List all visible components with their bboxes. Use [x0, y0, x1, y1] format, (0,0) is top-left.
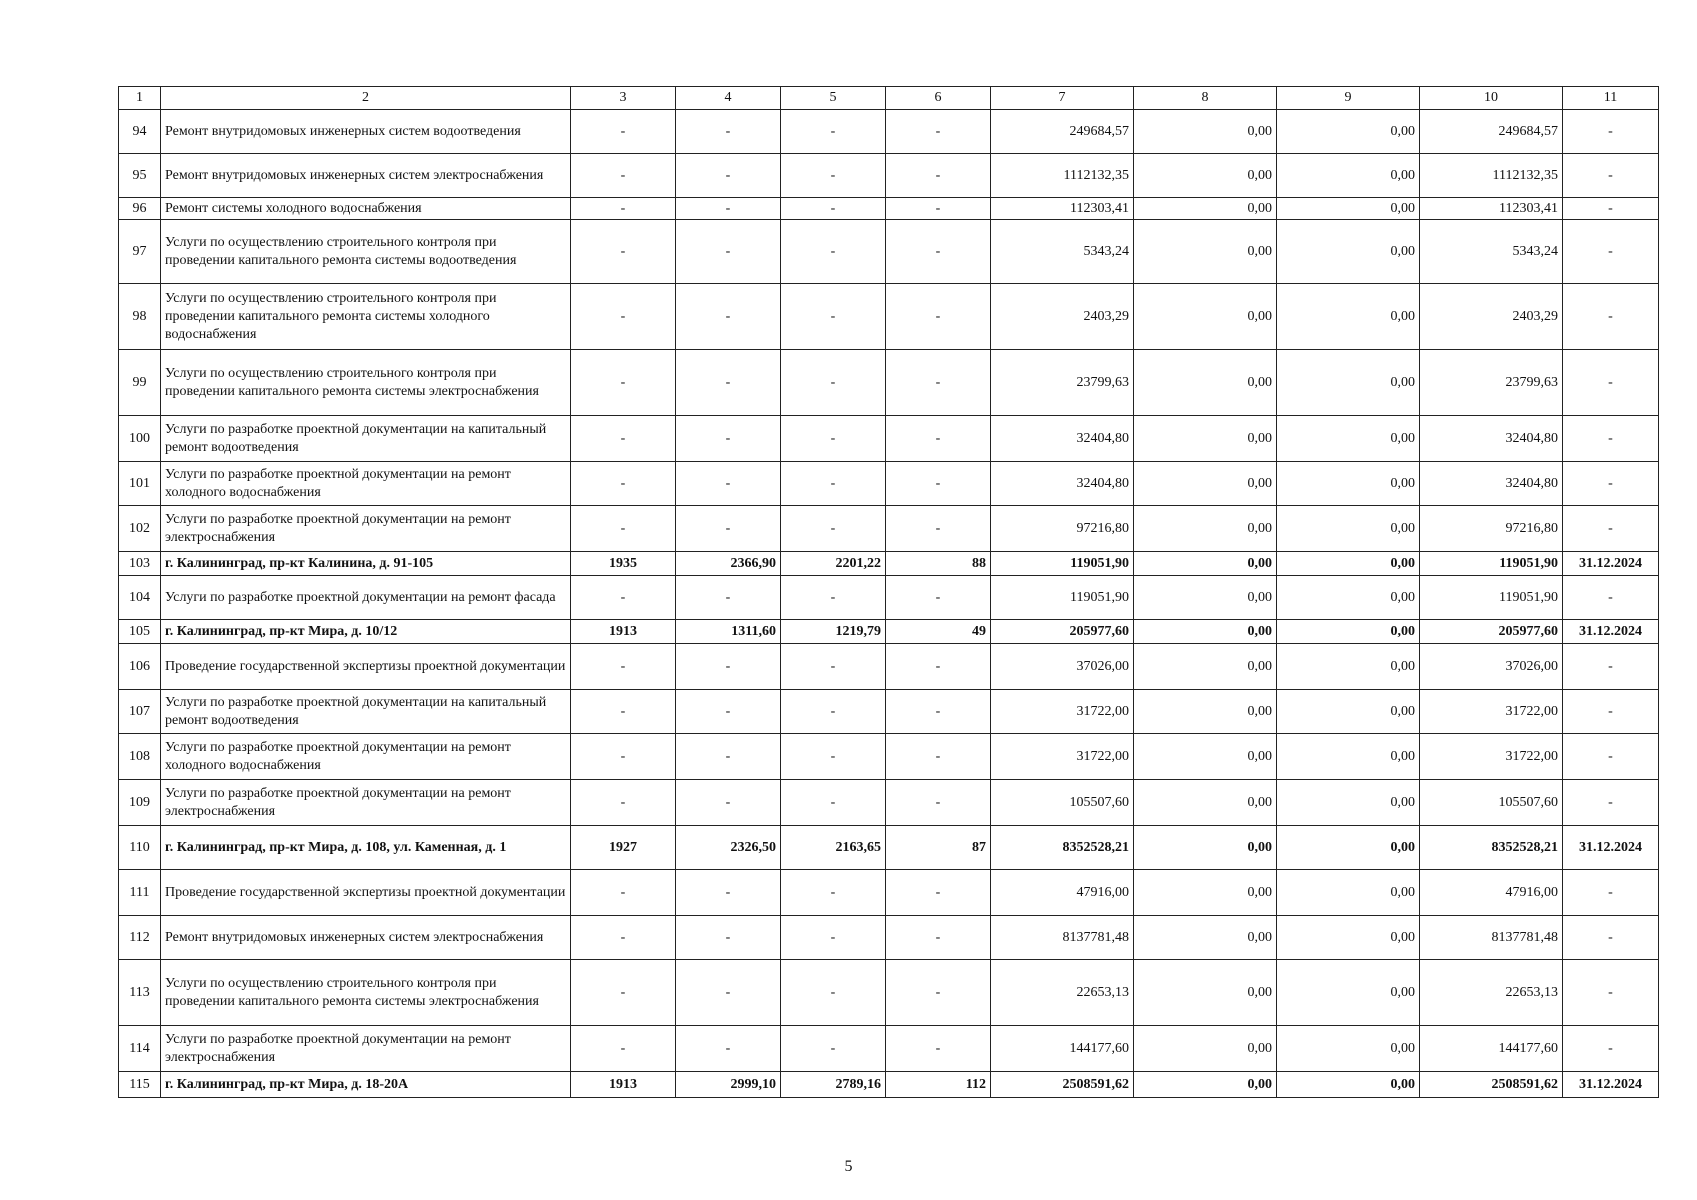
cost-col9-cell: 0,00 — [1277, 916, 1420, 960]
cost-col8-cell: 0,00 — [1134, 220, 1277, 284]
year-cell: - — [571, 284, 676, 350]
cost-col10-cell: 249684,57 — [1420, 110, 1563, 154]
table-row — [119, 350, 1659, 416]
year-cell: - — [571, 350, 676, 416]
work-name-cell: Ремонт внутридомовых инженерных систем водоотведения — [161, 110, 571, 154]
year-cell: - — [571, 220, 676, 284]
total-cost-cell: 31722,00 — [991, 690, 1134, 734]
residents-cell: - — [886, 576, 991, 620]
total-cost-cell: 97216,80 — [991, 506, 1134, 552]
residents-cell: - — [886, 416, 991, 462]
total-cost-cell: 37026,00 — [991, 644, 1134, 690]
work-name-cell: Услуги по осуществлению строительного контроля при проведении капитального ремонта системы водоотведения — [161, 220, 571, 284]
deadline-cell: 31.12.2024 — [1563, 826, 1659, 870]
total-cost-cell: 32404,80 — [991, 416, 1134, 462]
column-header: 3 — [571, 87, 676, 110]
row-number-cell: 96 — [119, 198, 161, 220]
cost-col8-cell: 0,00 — [1134, 154, 1277, 198]
living-area-cell: - — [781, 198, 886, 220]
table-row — [119, 154, 1659, 198]
cost-col10-cell: 2403,29 — [1420, 284, 1563, 350]
cost-col8-cell: 0,00 — [1134, 826, 1277, 870]
cost-col8-cell: 0,00 — [1134, 576, 1277, 620]
total-cost-cell: 2508591,62 — [991, 1072, 1134, 1098]
year-cell: - — [571, 734, 676, 780]
living-area-cell: - — [781, 780, 886, 826]
total-area-cell: - — [676, 110, 781, 154]
total-area-cell: - — [676, 506, 781, 552]
residents-cell: - — [886, 1026, 991, 1072]
row-number-cell: 115 — [119, 1072, 161, 1098]
table-row — [119, 620, 1659, 644]
deadline-cell: - — [1563, 690, 1659, 734]
deadline-cell: 31.12.2024 — [1563, 620, 1659, 644]
deadline-cell: - — [1563, 350, 1659, 416]
deadline-cell: - — [1563, 462, 1659, 506]
year-cell: - — [571, 644, 676, 690]
work-name-cell: г. Калининград, пр-кт Мира, д. 18-20А — [161, 1072, 571, 1098]
total-area-cell: - — [676, 1026, 781, 1072]
deadline-cell: - — [1563, 644, 1659, 690]
residents-cell: - — [886, 960, 991, 1026]
cost-col9-cell: 0,00 — [1277, 506, 1420, 552]
work-name-cell: Услуги по разработке проектной документации на капитальный ремонт водоотведения — [161, 690, 571, 734]
table-row — [119, 690, 1659, 734]
row-number-cell: 98 — [119, 284, 161, 350]
total-area-cell: - — [676, 154, 781, 198]
cost-col10-cell: 8137781,48 — [1420, 916, 1563, 960]
deadline-cell: - — [1563, 284, 1659, 350]
cost-col9-cell: 0,00 — [1277, 576, 1420, 620]
cost-col10-cell: 37026,00 — [1420, 644, 1563, 690]
table-row — [119, 284, 1659, 350]
total-area-cell: - — [676, 576, 781, 620]
work-name-cell: Проведение государственной экспертизы проектной документации — [161, 644, 571, 690]
table-row — [119, 644, 1659, 690]
cost-col8-cell: 0,00 — [1134, 690, 1277, 734]
total-cost-cell: 8137781,48 — [991, 916, 1134, 960]
year-cell: 1913 — [571, 620, 676, 644]
total-cost-cell: 31722,00 — [991, 734, 1134, 780]
living-area-cell: - — [781, 916, 886, 960]
table-body — [119, 87, 1659, 1098]
table-row — [119, 110, 1659, 154]
work-name-cell: Услуги по разработке проектной документации на ремонт холодного водоснабжения — [161, 462, 571, 506]
cost-col9-cell: 0,00 — [1277, 110, 1420, 154]
table-row — [119, 826, 1659, 870]
living-area-cell: - — [781, 416, 886, 462]
cost-col10-cell: 31722,00 — [1420, 734, 1563, 780]
cost-col8-cell: 0,00 — [1134, 870, 1277, 916]
cost-col10-cell: 112303,41 — [1420, 198, 1563, 220]
cost-col10-cell: 5343,24 — [1420, 220, 1563, 284]
living-area-cell: 1219,79 — [781, 620, 886, 644]
cost-col8-cell: 0,00 — [1134, 960, 1277, 1026]
table-row — [119, 960, 1659, 1026]
living-area-cell: - — [781, 644, 886, 690]
total-area-cell: - — [676, 350, 781, 416]
column-header: 8 — [1134, 87, 1277, 110]
row-number-cell: 97 — [119, 220, 161, 284]
total-area-cell: - — [676, 284, 781, 350]
cost-col10-cell: 105507,60 — [1420, 780, 1563, 826]
page-number: 5 — [844, 1158, 853, 1175]
work-name-cell: Услуги по разработке проектной документации на ремонт электроснабжения — [161, 506, 571, 552]
cost-col8-cell: 0,00 — [1134, 462, 1277, 506]
deadline-cell: - — [1563, 734, 1659, 780]
total-area-cell: - — [676, 220, 781, 284]
cost-col8-cell: 0,00 — [1134, 620, 1277, 644]
work-name-cell: г. Калининград, пр-кт Мира, д. 10/12 — [161, 620, 571, 644]
cost-col8-cell: 0,00 — [1134, 552, 1277, 576]
residents-cell: - — [886, 916, 991, 960]
residents-cell: - — [886, 154, 991, 198]
year-cell: - — [571, 506, 676, 552]
total-cost-cell: 47916,00 — [991, 870, 1134, 916]
work-name-cell: Услуги по осуществлению строительного контроля при проведении капитального ремонта системы электроснабжения — [161, 350, 571, 416]
cost-col10-cell: 32404,80 — [1420, 416, 1563, 462]
year-cell: - — [571, 462, 676, 506]
cost-col9-cell: 0,00 — [1277, 416, 1420, 462]
living-area-cell: 2163,65 — [781, 826, 886, 870]
row-number-cell: 103 — [119, 552, 161, 576]
work-name-cell: Услуги по разработке проектной документации на капитальный ремонт водоотведения — [161, 416, 571, 462]
residents-cell: - — [886, 690, 991, 734]
work-name-cell: Услуги по разработке проектной документации на ремонт электроснабжения — [161, 780, 571, 826]
work-name-cell: Услуги по разработке проектной документации на ремонт фасада — [161, 576, 571, 620]
table-row — [119, 870, 1659, 916]
residents-cell: - — [886, 462, 991, 506]
row-number-cell: 107 — [119, 690, 161, 734]
total-area-cell: - — [676, 960, 781, 1026]
cost-col10-cell: 205977,60 — [1420, 620, 1563, 644]
cost-col9-cell: 0,00 — [1277, 1026, 1420, 1072]
cost-col8-cell: 0,00 — [1134, 416, 1277, 462]
residents-cell: - — [886, 110, 991, 154]
cost-col8-cell: 0,00 — [1134, 110, 1277, 154]
column-header: 9 — [1277, 87, 1420, 110]
total-cost-cell: 8352528,21 — [991, 826, 1134, 870]
row-number-cell: 99 — [119, 350, 161, 416]
residents-cell: - — [886, 780, 991, 826]
cost-col9-cell: 0,00 — [1277, 1072, 1420, 1098]
living-area-cell: 2789,16 — [781, 1072, 886, 1098]
row-number-cell: 102 — [119, 506, 161, 552]
year-cell: 1913 — [571, 1072, 676, 1098]
table-row — [119, 506, 1659, 552]
row-number-cell: 109 — [119, 780, 161, 826]
deadline-cell: - — [1563, 198, 1659, 220]
row-number-cell: 110 — [119, 826, 161, 870]
residents-cell: 88 — [886, 552, 991, 576]
cost-col10-cell: 47916,00 — [1420, 870, 1563, 916]
residents-cell: - — [886, 220, 991, 284]
deadline-cell: - — [1563, 154, 1659, 198]
total-cost-cell: 23799,63 — [991, 350, 1134, 416]
column-header: 5 — [781, 87, 886, 110]
year-cell: - — [571, 1026, 676, 1072]
cost-col9-cell: 0,00 — [1277, 960, 1420, 1026]
table-row — [119, 198, 1659, 220]
cost-col8-cell: 0,00 — [1134, 916, 1277, 960]
living-area-cell: - — [781, 576, 886, 620]
cost-col8-cell: 0,00 — [1134, 734, 1277, 780]
work-name-cell: Ремонт системы холодного водоснабжения — [161, 198, 571, 220]
total-area-cell: - — [676, 644, 781, 690]
living-area-cell: - — [781, 350, 886, 416]
cost-col9-cell: 0,00 — [1277, 644, 1420, 690]
total-area-cell: - — [676, 870, 781, 916]
living-area-cell: - — [781, 870, 886, 916]
column-header: 11 — [1563, 87, 1659, 110]
cost-col10-cell: 23799,63 — [1420, 350, 1563, 416]
cost-col10-cell: 8352528,21 — [1420, 826, 1563, 870]
column-header: 1 — [119, 87, 161, 110]
cost-col9-cell: 0,00 — [1277, 780, 1420, 826]
year-cell: - — [571, 110, 676, 154]
total-cost-cell: 144177,60 — [991, 1026, 1134, 1072]
cost-col10-cell: 31722,00 — [1420, 690, 1563, 734]
row-number-cell: 94 — [119, 110, 161, 154]
cost-col9-cell: 0,00 — [1277, 284, 1420, 350]
deadline-cell: - — [1563, 506, 1659, 552]
residents-cell: - — [886, 734, 991, 780]
row-number-cell: 114 — [119, 1026, 161, 1072]
cost-col8-cell: 0,00 — [1134, 1026, 1277, 1072]
table-row — [119, 576, 1659, 620]
cost-col9-cell: 0,00 — [1277, 198, 1420, 220]
cost-col9-cell: 0,00 — [1277, 552, 1420, 576]
living-area-cell: - — [781, 154, 886, 198]
cost-col9-cell: 0,00 — [1277, 462, 1420, 506]
cost-col9-cell: 0,00 — [1277, 734, 1420, 780]
column-header: 2 — [161, 87, 571, 110]
cost-col8-cell: 0,00 — [1134, 284, 1277, 350]
total-area-cell: 2366,90 — [676, 552, 781, 576]
cost-col9-cell: 0,00 — [1277, 620, 1420, 644]
column-header: 6 — [886, 87, 991, 110]
cost-col9-cell: 0,00 — [1277, 826, 1420, 870]
work-name-cell: Услуги по разработке проектной документации на ремонт электроснабжения — [161, 1026, 571, 1072]
total-area-cell: - — [676, 690, 781, 734]
total-cost-cell: 1112132,35 — [991, 154, 1134, 198]
work-name-cell: Проведение государственной экспертизы проектной документации — [161, 870, 571, 916]
row-number-cell: 104 — [119, 576, 161, 620]
total-area-cell: - — [676, 916, 781, 960]
living-area-cell: - — [781, 110, 886, 154]
year-cell: - — [571, 198, 676, 220]
total-cost-cell: 119051,90 — [991, 576, 1134, 620]
residents-cell: - — [886, 350, 991, 416]
row-number-cell: 111 — [119, 870, 161, 916]
deadline-cell: - — [1563, 870, 1659, 916]
total-area-cell: 2326,50 — [676, 826, 781, 870]
living-area-cell: - — [781, 960, 886, 1026]
year-cell: - — [571, 916, 676, 960]
cost-col10-cell: 119051,90 — [1420, 552, 1563, 576]
deadline-cell: 31.12.2024 — [1563, 552, 1659, 576]
deadline-cell: - — [1563, 416, 1659, 462]
total-area-cell: - — [676, 734, 781, 780]
row-number-cell: 101 — [119, 462, 161, 506]
total-cost-cell: 112303,41 — [991, 198, 1134, 220]
cost-col10-cell: 1112132,35 — [1420, 154, 1563, 198]
year-cell: - — [571, 416, 676, 462]
residents-cell: 87 — [886, 826, 991, 870]
work-name-cell: г. Калининград, пр-кт Мира, д. 108, ул. Каменная, д. 1 — [161, 826, 571, 870]
total-cost-cell: 249684,57 — [991, 110, 1134, 154]
table-row — [119, 552, 1659, 576]
deadline-cell: - — [1563, 576, 1659, 620]
cost-col10-cell: 22653,13 — [1420, 960, 1563, 1026]
cost-col9-cell: 0,00 — [1277, 154, 1420, 198]
cost-col8-cell: 0,00 — [1134, 506, 1277, 552]
table-row — [119, 1072, 1659, 1098]
table-row — [119, 220, 1659, 284]
residents-cell: - — [886, 644, 991, 690]
deadline-cell: - — [1563, 916, 1659, 960]
cost-col8-cell: 0,00 — [1134, 1072, 1277, 1098]
cost-col10-cell: 32404,80 — [1420, 462, 1563, 506]
cost-col8-cell: 0,00 — [1134, 780, 1277, 826]
cost-col9-cell: 0,00 — [1277, 870, 1420, 916]
total-area-cell: - — [676, 416, 781, 462]
column-header: 7 — [991, 87, 1134, 110]
work-name-cell: Услуги по осуществлению строительного контроля при проведении капитального ремонта системы холодного водоснабжения — [161, 284, 571, 350]
total-cost-cell: 119051,90 — [991, 552, 1134, 576]
residents-cell: - — [886, 870, 991, 916]
table-row — [119, 916, 1659, 960]
residents-cell: - — [886, 506, 991, 552]
row-number-cell: 108 — [119, 734, 161, 780]
total-area-cell: - — [676, 780, 781, 826]
living-area-cell: - — [781, 1026, 886, 1072]
table-row — [119, 780, 1659, 826]
deadline-cell: - — [1563, 1026, 1659, 1072]
work-name-cell: Ремонт внутридомовых инженерных систем электроснабжения — [161, 154, 571, 198]
deadline-cell: - — [1563, 780, 1659, 826]
total-cost-cell: 5343,24 — [991, 220, 1134, 284]
living-area-cell: - — [781, 220, 886, 284]
work-name-cell: Услуги по осуществлению строительного контроля при проведении капитального ремонта системы электроснабжения — [161, 960, 571, 1026]
total-area-cell: 1311,60 — [676, 620, 781, 644]
row-number-cell: 95 — [119, 154, 161, 198]
year-cell: 1927 — [571, 826, 676, 870]
work-name-cell: г. Калининград, пр-кт Калинина, д. 91-105 — [161, 552, 571, 576]
deadline-cell: - — [1563, 110, 1659, 154]
works-table — [118, 86, 1659, 1098]
residents-cell: - — [886, 198, 991, 220]
cost-col10-cell: 119051,90 — [1420, 576, 1563, 620]
cost-col9-cell: 0,00 — [1277, 220, 1420, 284]
cost-col8-cell: 0,00 — [1134, 644, 1277, 690]
table-row — [119, 1026, 1659, 1072]
total-cost-cell: 205977,60 — [991, 620, 1134, 644]
year-cell: - — [571, 576, 676, 620]
cost-col10-cell: 144177,60 — [1420, 1026, 1563, 1072]
column-header: 4 — [676, 87, 781, 110]
cost-col10-cell: 97216,80 — [1420, 506, 1563, 552]
cost-col10-cell: 2508591,62 — [1420, 1072, 1563, 1098]
table-row — [119, 734, 1659, 780]
residents-cell: 112 — [886, 1072, 991, 1098]
cost-col8-cell: 0,00 — [1134, 198, 1277, 220]
year-cell: - — [571, 690, 676, 734]
cost-col8-cell: 0,00 — [1134, 350, 1277, 416]
work-name-cell: Ремонт внутридомовых инженерных систем электроснабжения — [161, 916, 571, 960]
row-number-cell: 113 — [119, 960, 161, 1026]
deadline-cell: - — [1563, 220, 1659, 284]
living-area-cell: 2201,22 — [781, 552, 886, 576]
living-area-cell: - — [781, 506, 886, 552]
year-cell: - — [571, 870, 676, 916]
table-row — [119, 462, 1659, 506]
year-cell: - — [571, 154, 676, 198]
total-area-cell: - — [676, 462, 781, 506]
living-area-cell: - — [781, 690, 886, 734]
year-cell: - — [571, 960, 676, 1026]
total-area-cell: 2999,10 — [676, 1072, 781, 1098]
total-cost-cell: 105507,60 — [991, 780, 1134, 826]
work-name-cell: Услуги по разработке проектной документации на ремонт холодного водоснабжения — [161, 734, 571, 780]
deadline-cell: 31.12.2024 — [1563, 1072, 1659, 1098]
deadline-cell: - — [1563, 960, 1659, 1026]
row-number-cell: 112 — [119, 916, 161, 960]
row-number-cell: 100 — [119, 416, 161, 462]
row-number-cell: 105 — [119, 620, 161, 644]
cost-col9-cell: 0,00 — [1277, 350, 1420, 416]
living-area-cell: - — [781, 462, 886, 506]
living-area-cell: - — [781, 734, 886, 780]
total-cost-cell: 22653,13 — [991, 960, 1134, 1026]
row-number-cell: 106 — [119, 644, 161, 690]
living-area-cell: - — [781, 284, 886, 350]
cost-col9-cell: 0,00 — [1277, 690, 1420, 734]
total-area-cell: - — [676, 198, 781, 220]
column-number-header-row — [119, 87, 1659, 110]
total-cost-cell: 2403,29 — [991, 284, 1134, 350]
residents-cell: 49 — [886, 620, 991, 644]
year-cell: 1935 — [571, 552, 676, 576]
total-cost-cell: 32404,80 — [991, 462, 1134, 506]
column-header: 10 — [1420, 87, 1563, 110]
table-row — [119, 416, 1659, 462]
year-cell: - — [571, 780, 676, 826]
residents-cell: - — [886, 284, 991, 350]
